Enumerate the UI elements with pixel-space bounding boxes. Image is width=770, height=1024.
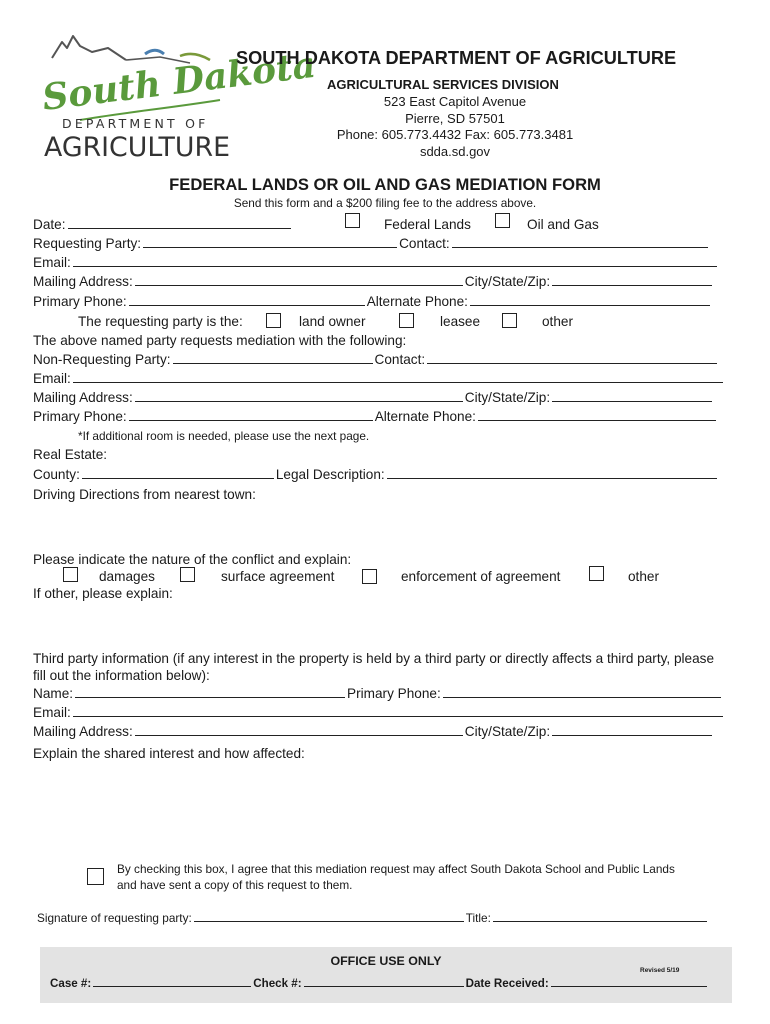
requesting-party-field[interactable] xyxy=(143,235,397,248)
contact-field[interactable] xyxy=(452,235,708,248)
explain-shared-label: Explain the shared interest and how affected: xyxy=(33,746,305,761)
conflict-other-checkbox[interactable] xyxy=(589,566,604,581)
land-owner-label: land owner xyxy=(299,314,366,329)
phone-fax: Phone: 605.773.4432 Fax: 605.773.3481 xyxy=(336,127,574,142)
nr-email-row xyxy=(33,370,725,387)
tp-city-field[interactable] xyxy=(552,723,712,736)
requesting-is-label: The requesting party is the: xyxy=(78,314,243,329)
address-block xyxy=(325,94,585,160)
department-title: SOUTH DAKOTA DEPARTMENT OF AGRICULTURE xyxy=(236,48,677,68)
date-row xyxy=(33,216,293,233)
alternate-phone-label: Alternate Phone: xyxy=(366,294,468,309)
consent-checkbox[interactable] xyxy=(87,868,104,885)
office-use-box xyxy=(40,947,732,1003)
county-label: County: xyxy=(33,467,80,482)
tp-name-field[interactable] xyxy=(75,685,345,698)
land-owner-checkbox[interactable] xyxy=(266,313,281,328)
tp-mailing-label: Mailing Address: xyxy=(33,724,133,739)
logo-bottom-text: AGRICULTURE xyxy=(44,132,230,163)
signature-label: Signature of requesting party: xyxy=(37,911,192,925)
check-label: Check #: xyxy=(253,977,302,990)
tp-mailing-row xyxy=(33,723,714,740)
oil-gas-checkbox[interactable] xyxy=(495,213,510,228)
nr-mailing-field[interactable] xyxy=(135,389,463,402)
alternate-phone-field[interactable] xyxy=(470,293,710,306)
date-label: Date: xyxy=(33,217,66,232)
tp-email-label: Email: xyxy=(33,705,71,720)
email-row xyxy=(33,254,719,271)
leasee-label: leasee xyxy=(440,314,481,329)
damages-checkbox[interactable] xyxy=(63,567,78,582)
mailing-row xyxy=(33,273,714,290)
surface-agreement-label: surface agreement xyxy=(221,569,335,584)
surface-agreement-checkbox[interactable] xyxy=(180,567,195,582)
non-requesting-label: Non-Requesting Party: xyxy=(33,352,171,367)
requesting-party-label: Requesting Party: xyxy=(33,236,142,251)
damages-label: damages xyxy=(99,569,155,584)
tp-email-row xyxy=(33,704,725,721)
signature-field[interactable] xyxy=(194,910,464,922)
nr-primary-phone-field[interactable] xyxy=(129,408,373,421)
tp-primary-phone-field[interactable] xyxy=(443,685,721,698)
enforcement-label: enforcement of agreement xyxy=(401,569,561,584)
nr-phone-row xyxy=(33,408,718,425)
primary-phone-field[interactable] xyxy=(129,293,365,306)
legal-description-field[interactable] xyxy=(387,466,717,479)
mailing-address-label: Mailing Address: xyxy=(33,274,133,289)
contact-label: Contact: xyxy=(399,236,450,251)
form-subtitle: Send this form and a $200 filing fee to the address above. xyxy=(233,196,537,210)
nr-primary-phone-label: Primary Phone: xyxy=(33,409,127,424)
check-field[interactable] xyxy=(304,976,464,987)
logo-script-text: South Dakota xyxy=(39,43,319,119)
logo-mid-text: DEPARTMENT OF xyxy=(62,116,209,131)
email-label: Email: xyxy=(33,255,71,270)
case-label: Case #: xyxy=(50,977,92,990)
additional-room-note: *If additional room is needed, please use the next page. xyxy=(78,429,370,443)
party-other-label: other xyxy=(542,314,573,329)
office-use-title: OFFICE USE ONLY xyxy=(330,954,442,968)
title-field[interactable] xyxy=(493,910,707,922)
federal-lands-checkbox[interactable] xyxy=(345,213,360,228)
address-line-1: 523 East Capitol Avenue xyxy=(383,94,527,109)
legal-description-label: Legal Description: xyxy=(275,467,385,482)
revised-date: Revised 5/19 xyxy=(640,967,680,974)
date-received-label: Date Received: xyxy=(465,977,549,990)
conflict-other-label: other xyxy=(628,569,659,584)
office-use-row xyxy=(50,976,709,990)
phone-row xyxy=(33,293,712,310)
tp-city-label: City/State/Zip: xyxy=(464,724,551,739)
website: sdda.sd.gov xyxy=(419,143,491,159)
primary-phone-label: Primary Phone: xyxy=(33,294,127,309)
non-requesting-field[interactable] xyxy=(173,351,373,364)
tp-name-row xyxy=(33,685,723,702)
county-field[interactable] xyxy=(82,466,274,479)
consent-text-2: and have sent a copy of this request to them. xyxy=(117,878,353,892)
nr-mailing-row xyxy=(33,389,714,406)
real-estate-label: Real Estate: xyxy=(33,447,108,462)
federal-lands-label: Federal Lands xyxy=(384,217,471,232)
nr-contact-field[interactable] xyxy=(427,351,717,364)
nr-alternate-phone-field[interactable] xyxy=(478,408,716,421)
email-field[interactable] xyxy=(73,254,717,267)
driving-directions-label: Driving Directions from nearest town: xyxy=(33,487,256,502)
nr-city-field[interactable] xyxy=(552,389,712,402)
sdda-logo xyxy=(39,30,319,163)
date-field[interactable] xyxy=(68,216,291,229)
third-party-text-1: Third party information (if any interest in the property is held by a third party or directly affects a third party, please xyxy=(33,651,715,666)
consent-text-1: By checking this box, I agree that this mediation request may affect South Dakota School and Public Lands xyxy=(117,862,675,876)
title-label: Title: xyxy=(465,911,491,925)
tp-mailing-field[interactable] xyxy=(135,723,463,736)
form-title: FEDERAL LANDS OR OIL AND GAS MEDIATION FORM xyxy=(169,175,601,194)
mailing-address-field[interactable] xyxy=(135,273,463,286)
division-name: AGRICULTURAL SERVICES DIVISION xyxy=(327,77,559,92)
nr-email-field[interactable] xyxy=(73,370,723,383)
third-party-text-2: fill out the information below): xyxy=(33,668,210,683)
non-requesting-row xyxy=(33,351,719,368)
above-named-text: The above named party requests mediation with the following: xyxy=(33,333,407,348)
tp-email-field[interactable] xyxy=(73,704,723,717)
nr-alternate-phone-label: Alternate Phone: xyxy=(374,409,476,424)
enforcement-checkbox[interactable] xyxy=(362,569,377,584)
city-state-zip-field[interactable] xyxy=(552,273,712,286)
case-field[interactable] xyxy=(93,976,251,987)
county-row xyxy=(33,466,719,483)
if-other-label: If other, please explain: xyxy=(33,586,173,601)
date-received-field[interactable] xyxy=(551,976,707,987)
leasee-checkbox[interactable] xyxy=(399,313,414,328)
city-state-zip-label: City/State/Zip: xyxy=(464,274,551,289)
nr-mailing-label: Mailing Address: xyxy=(33,390,133,405)
tp-primary-phone-label: Primary Phone: xyxy=(347,686,441,701)
signature-row xyxy=(37,910,709,926)
nr-city-label: City/State/Zip: xyxy=(464,390,551,405)
conflict-prompt: Please indicate the nature of the conflict and explain: xyxy=(33,552,352,567)
nr-email-label: Email: xyxy=(33,371,71,386)
party-other-checkbox[interactable] xyxy=(502,313,517,328)
address-line-2: Pierre, SD 57501 xyxy=(405,110,505,126)
nr-contact-label: Contact: xyxy=(374,352,426,367)
oil-gas-label: Oil and Gas xyxy=(527,217,599,232)
tp-name-label: Name: xyxy=(33,686,74,701)
requesting-party-row xyxy=(33,235,710,252)
